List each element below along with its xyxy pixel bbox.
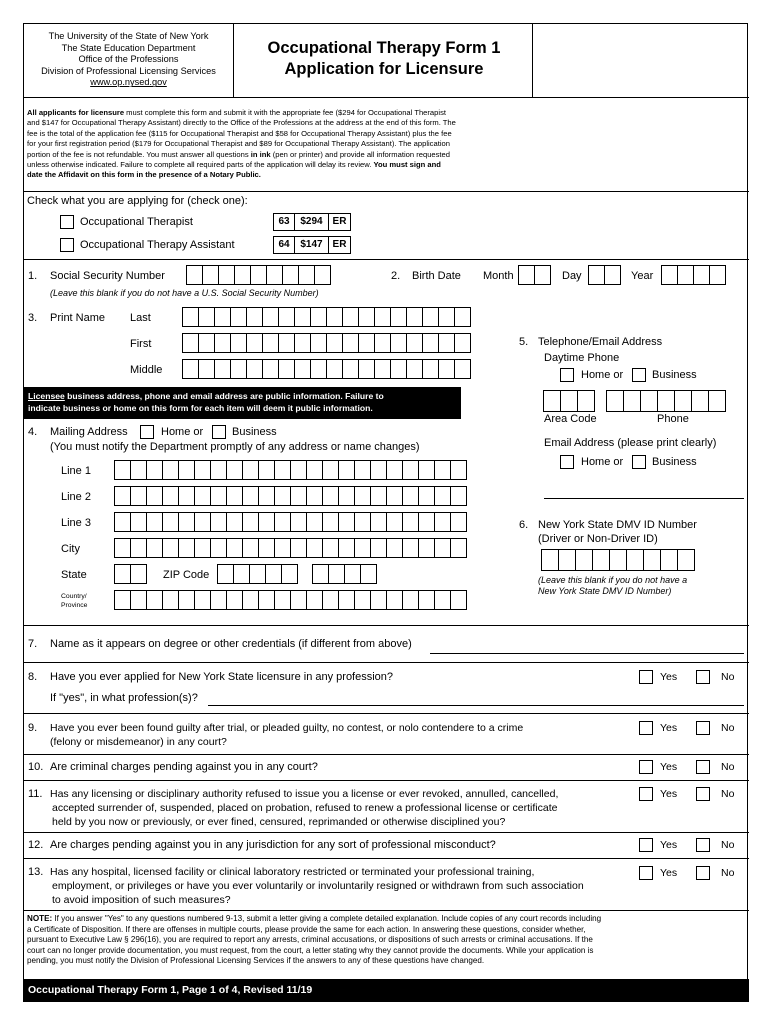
last-name-label: Last (130, 312, 151, 324)
intro-text: portion of the fee is not refundable. You must answer all questions (27, 149, 251, 159)
q13-text-line: employment, or privileges or have you ever voluntarily or involuntarily resigned or withdrawn from such association (52, 880, 584, 892)
credential-name-input-line[interactable] (430, 653, 744, 654)
q9-number: 9. (28, 722, 38, 734)
birth-day-label: Day (562, 270, 582, 282)
email-home-label: Home or (581, 456, 624, 468)
er-code: ER (329, 213, 351, 231)
note-paragraph (27, 914, 747, 967)
city-input[interactable] (114, 538, 466, 558)
last-name-input[interactable] (182, 307, 470, 327)
q13-text (50, 865, 584, 907)
country-label-line: Province (61, 602, 88, 609)
section-rule (24, 713, 749, 714)
q13-text-line: Has any hospital, licensed facility or clinical laboratory restricted or terminated your professional training, (50, 866, 535, 878)
fee-code-box (273, 213, 351, 231)
q9-text-line: Have you ever been found guilty after trial, or pleaded guilty, no contest, or nolo contendere to a crime (50, 722, 524, 734)
fee-amount: $294 (295, 213, 329, 231)
agency-line: Office of the Professions (78, 54, 179, 65)
intro-text: unless otherwise indicated. Failure to complete all required parts of the application will delay its review. (27, 160, 374, 170)
phone-home-checkbox[interactable] (560, 368, 574, 382)
email-input-line[interactable] (544, 498, 744, 499)
dmv-note-line: New York State DMV ID Number) (538, 586, 672, 596)
q12-no-checkbox[interactable] (696, 838, 710, 852)
address-change-note: (You must notify the Department promptly of any address or name changes) (50, 441, 420, 453)
agency-line: The University of the State of New York (48, 31, 209, 41)
city-label: City (61, 543, 80, 555)
country-input[interactable] (114, 590, 466, 610)
dmv-id-sublabel: (Driver or Non-Driver ID) (538, 533, 658, 545)
address-line2-input[interactable] (114, 486, 466, 506)
print-name-label: Print Name (50, 312, 106, 324)
first-name-label: First (130, 338, 152, 350)
section-rule (24, 662, 749, 663)
q11-yes-label: Yes (660, 788, 678, 800)
q12-number: 12. (28, 839, 44, 851)
note-text: pending, you must notify the Division of Professional Licensing Services if the answers to any of these questions have changed. (27, 956, 485, 966)
phone-home-label: Home or (581, 369, 624, 381)
birth-month-input[interactable] (518, 265, 550, 285)
q10-no-checkbox[interactable] (696, 760, 710, 774)
q11-yes-checkbox[interactable] (639, 787, 653, 801)
q9-yes-checkbox[interactable] (639, 721, 653, 735)
er-code: ER (329, 236, 351, 254)
q11-text-line: Has any licensing or disciplinary authority refused to issue you a license or ever revoked, annulled, cancelled, (50, 788, 559, 800)
notice-licensee: Licensee (28, 391, 65, 401)
zip-input[interactable] (217, 564, 297, 584)
email-business-checkbox[interactable] (632, 455, 646, 469)
note-bold: NOTE: (27, 914, 53, 923)
area-code-input[interactable] (543, 390, 594, 412)
occupational-therapist-checkbox[interactable] (60, 215, 74, 229)
phone-business-checkbox[interactable] (632, 368, 646, 382)
occupational-therapist-label: Occupational Therapist (80, 216, 193, 228)
mailing-business-checkbox[interactable] (212, 425, 226, 439)
email-business-label: Business (652, 456, 697, 468)
section-rule (24, 780, 749, 781)
middle-name-input[interactable] (182, 359, 470, 379)
q8-yes-label: Yes (660, 671, 678, 683)
zip-plus4-input[interactable] (312, 564, 376, 584)
birth-date-label: Birth Date (412, 270, 461, 282)
form-title-line: Application for Licensure (284, 60, 484, 78)
footer-text: Occupational Therapy Form 1, Page 1 of 4, Revised 11/19 (28, 984, 313, 996)
birth-day-input[interactable] (588, 265, 620, 285)
intro-bold: All applicants for licensure (27, 108, 125, 117)
header-divider (532, 24, 533, 97)
q9-text-line: (felony or misdemeanor) in any court? (50, 736, 227, 748)
phone-number-input[interactable] (606, 390, 725, 412)
ssn-label: Social Security Number (50, 270, 165, 282)
agency-line: Division of Professional Licensing Services (41, 65, 216, 76)
q11-number: 11. (28, 788, 43, 800)
address-line3-input[interactable] (114, 512, 466, 532)
intro-paragraph (27, 108, 747, 181)
area-code-label: Area Code (544, 413, 597, 425)
birth-year-label: Year (631, 270, 654, 282)
section-rule (24, 832, 749, 833)
q11-no-label: No (721, 788, 735, 800)
intro-text: must complete this form and submit it with the appropriate fee ($294 for Occupational Therapist (124, 108, 446, 117)
address-line3-label: Line 3 (61, 517, 91, 529)
header-rule (24, 97, 749, 98)
q13-no-checkbox[interactable] (696, 866, 710, 880)
section-rule (24, 625, 749, 626)
birth-year-input[interactable] (661, 265, 725, 285)
middle-name-label: Middle (130, 364, 163, 376)
fee-code-box (273, 236, 351, 254)
q9-no-label: No (721, 722, 735, 734)
q8-no-checkbox[interactable] (696, 670, 710, 684)
occupational-therapy-assistant-label: Occupational Therapy Assistant (80, 239, 235, 251)
ssn-note: (Leave this blank if you do not have a U.S. Social Security Number) (50, 288, 319, 298)
telephone-email-label: Telephone/Email Address (538, 336, 663, 348)
profession-code: 63 (273, 213, 295, 231)
q13-no-label: No (721, 867, 735, 879)
dmv-id-label: New York State DMV ID Number (538, 519, 697, 531)
q12-no-label: No (721, 839, 735, 851)
q13-yes-checkbox[interactable] (639, 866, 653, 880)
q12-yes-checkbox[interactable] (639, 838, 653, 852)
q12-text: Are charges pending against you in any jurisdiction for any sort of professional misconduct? (50, 839, 496, 851)
phone-business-label: Business (652, 369, 697, 381)
state-label: State (61, 569, 87, 581)
fee-amount: $147 (295, 236, 329, 254)
q10-number: 10. (28, 761, 44, 773)
agency-block (24, 24, 234, 97)
application-form (23, 23, 748, 1002)
q8-yes-checkbox[interactable] (639, 670, 653, 684)
section-rule (24, 754, 749, 755)
q8-sub: If "yes", in what profession(s)? (50, 692, 198, 704)
dmv-note-line: (Leave this blank if you do not have a (538, 575, 688, 585)
mailing-business-label: Business (232, 426, 277, 438)
agency-line: The State Education Department (61, 42, 196, 53)
q13-text-line: to avoid imposition of such measures? (52, 894, 231, 906)
note-text: court can no longer provide documentation, you must request, from the court, a letter stating why they cannot provide the documents. While your application is (27, 945, 594, 955)
q8-text: Have you ever applied for New York State licensure in any profession? (50, 671, 394, 683)
note-text: If you answer "Yes" to any questions numbered 9-13, submit a letter giving a complete detailed explanation. Include copies of any court records including (52, 914, 602, 923)
q2-number: 2. (391, 270, 401, 282)
notice-text: business address, phone and email address are public information. Failure to (64, 391, 384, 401)
first-name-input[interactable] (182, 333, 470, 353)
q10-no-label: No (721, 761, 735, 773)
section-rule (24, 910, 749, 911)
note-text: pursuant to Executive Law § 296(16), you are required to report any arrests, criminal accusations, or dispositions of such arrests or criminal accusations. If the (27, 935, 593, 945)
q9-no-checkbox[interactable] (696, 721, 710, 735)
occupational-therapy-assistant-checkbox[interactable] (60, 238, 74, 252)
notice-text: indicate business or home on this form for each item will deem it public information. (28, 402, 373, 413)
public-info-notice (24, 387, 461, 419)
dmv-note (538, 575, 687, 597)
q10-text: Are criminal charges pending against you in any court? (50, 761, 318, 773)
profession-input-line[interactable] (208, 705, 744, 706)
address-line1-label: Line 1 (61, 465, 91, 477)
country-label-line: Country/ (61, 593, 87, 600)
section-rule (24, 858, 749, 859)
ssn-input[interactable] (186, 265, 330, 285)
birth-month-label: Month (483, 270, 514, 282)
intro-text: and $147 for Occupational Therapy Assistant) directly to the Office of the Professions at the address at the end of this form. The (27, 118, 456, 128)
q12-yes-label: Yes (660, 839, 678, 851)
email-label: Email Address (please print clearly) (544, 437, 717, 449)
q11-no-checkbox[interactable] (696, 787, 710, 801)
intro-bold: date the Affidavit on this form in the presence of a Notary Public. (27, 170, 261, 180)
intro-bold: in ink (250, 149, 271, 159)
q9-yes-label: Yes (660, 722, 678, 734)
q3-number: 3. (28, 312, 38, 324)
intro-text: fee is the total of the application fee ($115 for Occupational Therapist and $58 for Occupational Therapy Assistant) plus the fee (27, 128, 452, 138)
section-rule (24, 191, 749, 192)
country-label (61, 592, 87, 610)
dmv-id-input[interactable] (541, 549, 694, 571)
q13-number: 13. (28, 866, 44, 878)
profession-code: 64 (273, 236, 295, 254)
daytime-phone-label: Daytime Phone (544, 352, 620, 364)
address-line1-input[interactable] (114, 460, 466, 480)
note-text: a Certificate of Disposition. If there are offenses in multiple courts, please provide the same for each action. In answering these questions, consider whether, (27, 924, 586, 934)
q4-number: 4. (28, 426, 38, 438)
zip-label: ZIP Code (163, 569, 210, 581)
q5-number: 5. (519, 336, 529, 348)
intro-text: for your first registration period ($179 for Occupational Therapist and $89 for Occupational Therapy Assistant). The application (27, 139, 450, 149)
q10-yes-label: Yes (660, 761, 678, 773)
q8-no-label: No (721, 671, 735, 683)
address-line2-label: Line 2 (61, 491, 91, 503)
q11-text-line: accepted surrender of, suspended, placed on probation, refused to renew a professional license or certificate (52, 802, 558, 814)
q11-text (50, 787, 558, 829)
form-title (234, 38, 534, 80)
q11-text-line: held by you now or previously, or ever fined, censured, reprimanded or otherwise disciplined you? (52, 816, 506, 828)
page-footer (24, 979, 749, 1002)
apply-prompt: Check what you are applying for (check one): (27, 195, 248, 207)
section-rule (24, 259, 749, 260)
mailing-address-label: Mailing Address (50, 426, 128, 438)
state-input[interactable] (114, 564, 146, 584)
q13-yes-label: Yes (660, 867, 678, 879)
phone-label: Phone (657, 413, 689, 425)
q7-number: 7. (28, 638, 38, 650)
form-title-line: Occupational Therapy Form 1 (267, 39, 501, 57)
q8-number: 8. (28, 671, 38, 683)
q6-number: 6. (519, 519, 529, 531)
q9-text (50, 721, 523, 749)
agency-url-link[interactable]: www.op.nysed.gov (90, 77, 167, 88)
q1-number: 1. (28, 270, 38, 282)
q7-text: Name as it appears on degree or other credentials (if different from above) (50, 638, 412, 650)
mailing-home-checkbox[interactable] (140, 425, 154, 439)
q10-yes-checkbox[interactable] (639, 760, 653, 774)
intro-bold: You must sign and (373, 160, 441, 170)
email-home-checkbox[interactable] (560, 455, 574, 469)
intro-text: (pen or printer) and provide all information requested (270, 149, 450, 159)
mailing-home-label: Home or (161, 426, 204, 438)
